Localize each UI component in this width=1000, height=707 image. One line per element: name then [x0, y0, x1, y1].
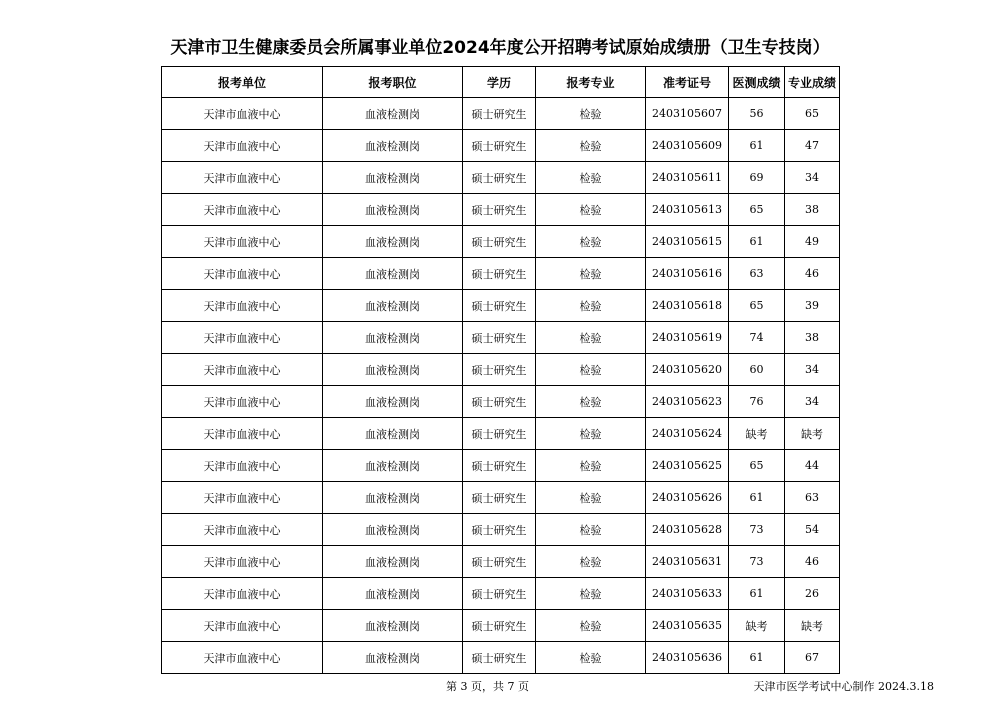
cell-position: 血液检测岗 [323, 546, 463, 578]
cell-ticket-number: 2403105625 [646, 450, 729, 482]
cell-major: 检验 [536, 322, 646, 354]
cell-major: 检验 [536, 354, 646, 386]
cell-education: 硕士研究生 [463, 642, 536, 674]
table-body [162, 98, 840, 674]
table-row [162, 418, 840, 450]
cell-major: 检验 [536, 642, 646, 674]
cell-major: 检验 [536, 258, 646, 290]
cell-professional-score: 46 [785, 258, 840, 290]
cell-education: 硕士研究生 [463, 226, 536, 258]
cell-major: 检验 [536, 290, 646, 322]
cell-ticket-number: 2403105611 [646, 162, 729, 194]
cell-ticket-number: 2403105628 [646, 514, 729, 546]
table-row [162, 610, 840, 642]
cell-professional-score: 65 [785, 98, 840, 130]
cell-education: 硕士研究生 [463, 482, 536, 514]
cell-position: 血液检测岗 [323, 130, 463, 162]
cell-ticket-number: 2403105633 [646, 578, 729, 610]
cell-education: 硕士研究生 [463, 450, 536, 482]
cell-unit: 天津市血液中心 [162, 226, 323, 258]
cell-education: 硕士研究生 [463, 194, 536, 226]
cell-test-score: 69 [729, 162, 785, 194]
cell-professional-score: 26 [785, 578, 840, 610]
cell-test-score: 缺考 [729, 610, 785, 642]
cell-test-score: 76 [729, 386, 785, 418]
cell-unit: 天津市血液中心 [162, 290, 323, 322]
cell-ticket-number: 2403105616 [646, 258, 729, 290]
table-row [162, 450, 840, 482]
cell-ticket-number: 2403105620 [646, 354, 729, 386]
cell-position: 血液检测岗 [323, 162, 463, 194]
cell-major: 检验 [536, 546, 646, 578]
table-row [162, 354, 840, 386]
cell-unit: 天津市血液中心 [162, 546, 323, 578]
cell-professional-score: 44 [785, 450, 840, 482]
table-row [162, 130, 840, 162]
cell-position: 血液检测岗 [323, 450, 463, 482]
cell-unit: 天津市血液中心 [162, 642, 323, 674]
cell-education: 硕士研究生 [463, 354, 536, 386]
cell-education: 硕士研究生 [463, 290, 536, 322]
table-row [162, 98, 840, 130]
cell-education: 硕士研究生 [463, 546, 536, 578]
cell-test-score: 61 [729, 578, 785, 610]
cell-professional-score: 54 [785, 514, 840, 546]
cell-major: 检验 [536, 194, 646, 226]
cell-test-score: 61 [729, 482, 785, 514]
cell-education: 硕士研究生 [463, 98, 536, 130]
cell-test-score: 74 [729, 322, 785, 354]
page-number: 第 3 页，共 7 页 [446, 680, 529, 693]
cell-test-score: 63 [729, 258, 785, 290]
cell-test-score: 缺考 [729, 418, 785, 450]
cell-unit: 天津市血液中心 [162, 482, 323, 514]
cell-position: 血液检测岗 [323, 642, 463, 674]
header-cell-major: 报考专业 [536, 67, 646, 98]
cell-ticket-number: 2403105619 [646, 322, 729, 354]
cell-unit: 天津市血液中心 [162, 450, 323, 482]
cell-test-score: 61 [729, 226, 785, 258]
cell-test-score: 73 [729, 546, 785, 578]
cell-unit: 天津市血液中心 [162, 130, 323, 162]
cell-major: 检验 [536, 514, 646, 546]
header-cell-test-score: 医测成绩 [729, 67, 785, 98]
table-row [162, 258, 840, 290]
cell-education: 硕士研究生 [463, 418, 536, 450]
cell-test-score: 65 [729, 194, 785, 226]
cell-ticket-number: 2403105626 [646, 482, 729, 514]
cell-unit: 天津市血液中心 [162, 386, 323, 418]
table-row [162, 322, 840, 354]
cell-unit: 天津市血液中心 [162, 514, 323, 546]
cell-major: 检验 [536, 226, 646, 258]
cell-ticket-number: 2403105615 [646, 226, 729, 258]
cell-position: 血液检测岗 [323, 322, 463, 354]
cell-ticket-number: 2403105609 [646, 130, 729, 162]
cell-unit: 天津市血液中心 [162, 418, 323, 450]
cell-education: 硕士研究生 [463, 610, 536, 642]
cell-unit: 天津市血液中心 [162, 162, 323, 194]
cell-position: 血液检测岗 [323, 418, 463, 450]
cell-professional-score: 34 [785, 354, 840, 386]
cell-unit: 天津市血液中心 [162, 258, 323, 290]
cell-unit: 天津市血液中心 [162, 610, 323, 642]
cell-position: 血液检测岗 [323, 482, 463, 514]
cell-unit: 天津市血液中心 [162, 98, 323, 130]
cell-position: 血液检测岗 [323, 194, 463, 226]
cell-professional-score: 34 [785, 386, 840, 418]
table-row [162, 194, 840, 226]
footer-credit: 天津市医学考试中心制作 2024.3.18 [753, 680, 934, 693]
cell-ticket-number: 2403105607 [646, 98, 729, 130]
table-header-row [162, 67, 840, 98]
header-cell-position: 报考职位 [323, 67, 463, 98]
header-cell-unit: 报考单位 [162, 67, 323, 98]
cell-major: 检验 [536, 578, 646, 610]
header-cell-professional-score: 专业成绩 [785, 67, 840, 98]
cell-major: 检验 [536, 162, 646, 194]
cell-position: 血液检测岗 [323, 258, 463, 290]
cell-position: 血液检测岗 [323, 226, 463, 258]
cell-test-score: 60 [729, 354, 785, 386]
table-row [162, 290, 840, 322]
cell-ticket-number: 2403105613 [646, 194, 729, 226]
cell-ticket-number: 2403105636 [646, 642, 729, 674]
cell-test-score: 65 [729, 290, 785, 322]
cell-professional-score: 47 [785, 130, 840, 162]
cell-major: 检验 [536, 418, 646, 450]
cell-education: 硕士研究生 [463, 514, 536, 546]
cell-professional-score: 38 [785, 194, 840, 226]
cell-position: 血液检测岗 [323, 386, 463, 418]
cell-test-score: 56 [729, 98, 785, 130]
table-row [162, 514, 840, 546]
cell-ticket-number: 2403105631 [646, 546, 729, 578]
cell-professional-score: 缺考 [785, 418, 840, 450]
cell-ticket-number: 2403105623 [646, 386, 729, 418]
cell-position: 血液检测岗 [323, 290, 463, 322]
cell-professional-score: 38 [785, 322, 840, 354]
cell-major: 检验 [536, 98, 646, 130]
table-row [162, 578, 840, 610]
cell-education: 硕士研究生 [463, 258, 536, 290]
table-row [162, 642, 840, 674]
cell-position: 血液检测岗 [323, 610, 463, 642]
cell-education: 硕士研究生 [463, 162, 536, 194]
cell-test-score: 61 [729, 642, 785, 674]
table-row [162, 386, 840, 418]
cell-professional-score: 46 [785, 546, 840, 578]
cell-education: 硕士研究生 [463, 322, 536, 354]
cell-unit: 天津市血液中心 [162, 354, 323, 386]
page-title: 天津市卫生健康委员会所属事业单位2024年度公开招聘考试原始成绩册（卫生专技岗） [170, 38, 830, 58]
cell-education: 硕士研究生 [463, 578, 536, 610]
cell-position: 血液检测岗 [323, 98, 463, 130]
table-row [162, 546, 840, 578]
cell-education: 硕士研究生 [463, 130, 536, 162]
cell-education: 硕士研究生 [463, 386, 536, 418]
cell-position: 血液检测岗 [323, 514, 463, 546]
header-cell-ticket-number: 准考证号 [646, 67, 729, 98]
table-row [162, 162, 840, 194]
cell-unit: 天津市血液中心 [162, 194, 323, 226]
scores-table [161, 66, 840, 674]
cell-major: 检验 [536, 610, 646, 642]
cell-professional-score: 67 [785, 642, 840, 674]
table-row [162, 482, 840, 514]
cell-ticket-number: 2403105635 [646, 610, 729, 642]
cell-professional-score: 34 [785, 162, 840, 194]
cell-professional-score: 63 [785, 482, 840, 514]
cell-major: 检验 [536, 386, 646, 418]
table-row [162, 226, 840, 258]
cell-position: 血液检测岗 [323, 354, 463, 386]
cell-professional-score: 缺考 [785, 610, 840, 642]
cell-professional-score: 39 [785, 290, 840, 322]
cell-test-score: 65 [729, 450, 785, 482]
cell-major: 检验 [536, 482, 646, 514]
cell-unit: 天津市血液中心 [162, 322, 323, 354]
cell-ticket-number: 2403105618 [646, 290, 729, 322]
cell-ticket-number: 2403105624 [646, 418, 729, 450]
cell-test-score: 61 [729, 130, 785, 162]
cell-major: 检验 [536, 450, 646, 482]
cell-major: 检验 [536, 130, 646, 162]
header-cell-education: 学历 [463, 67, 536, 98]
cell-unit: 天津市血液中心 [162, 578, 323, 610]
cell-test-score: 73 [729, 514, 785, 546]
cell-position: 血液检测岗 [323, 578, 463, 610]
cell-professional-score: 49 [785, 226, 840, 258]
